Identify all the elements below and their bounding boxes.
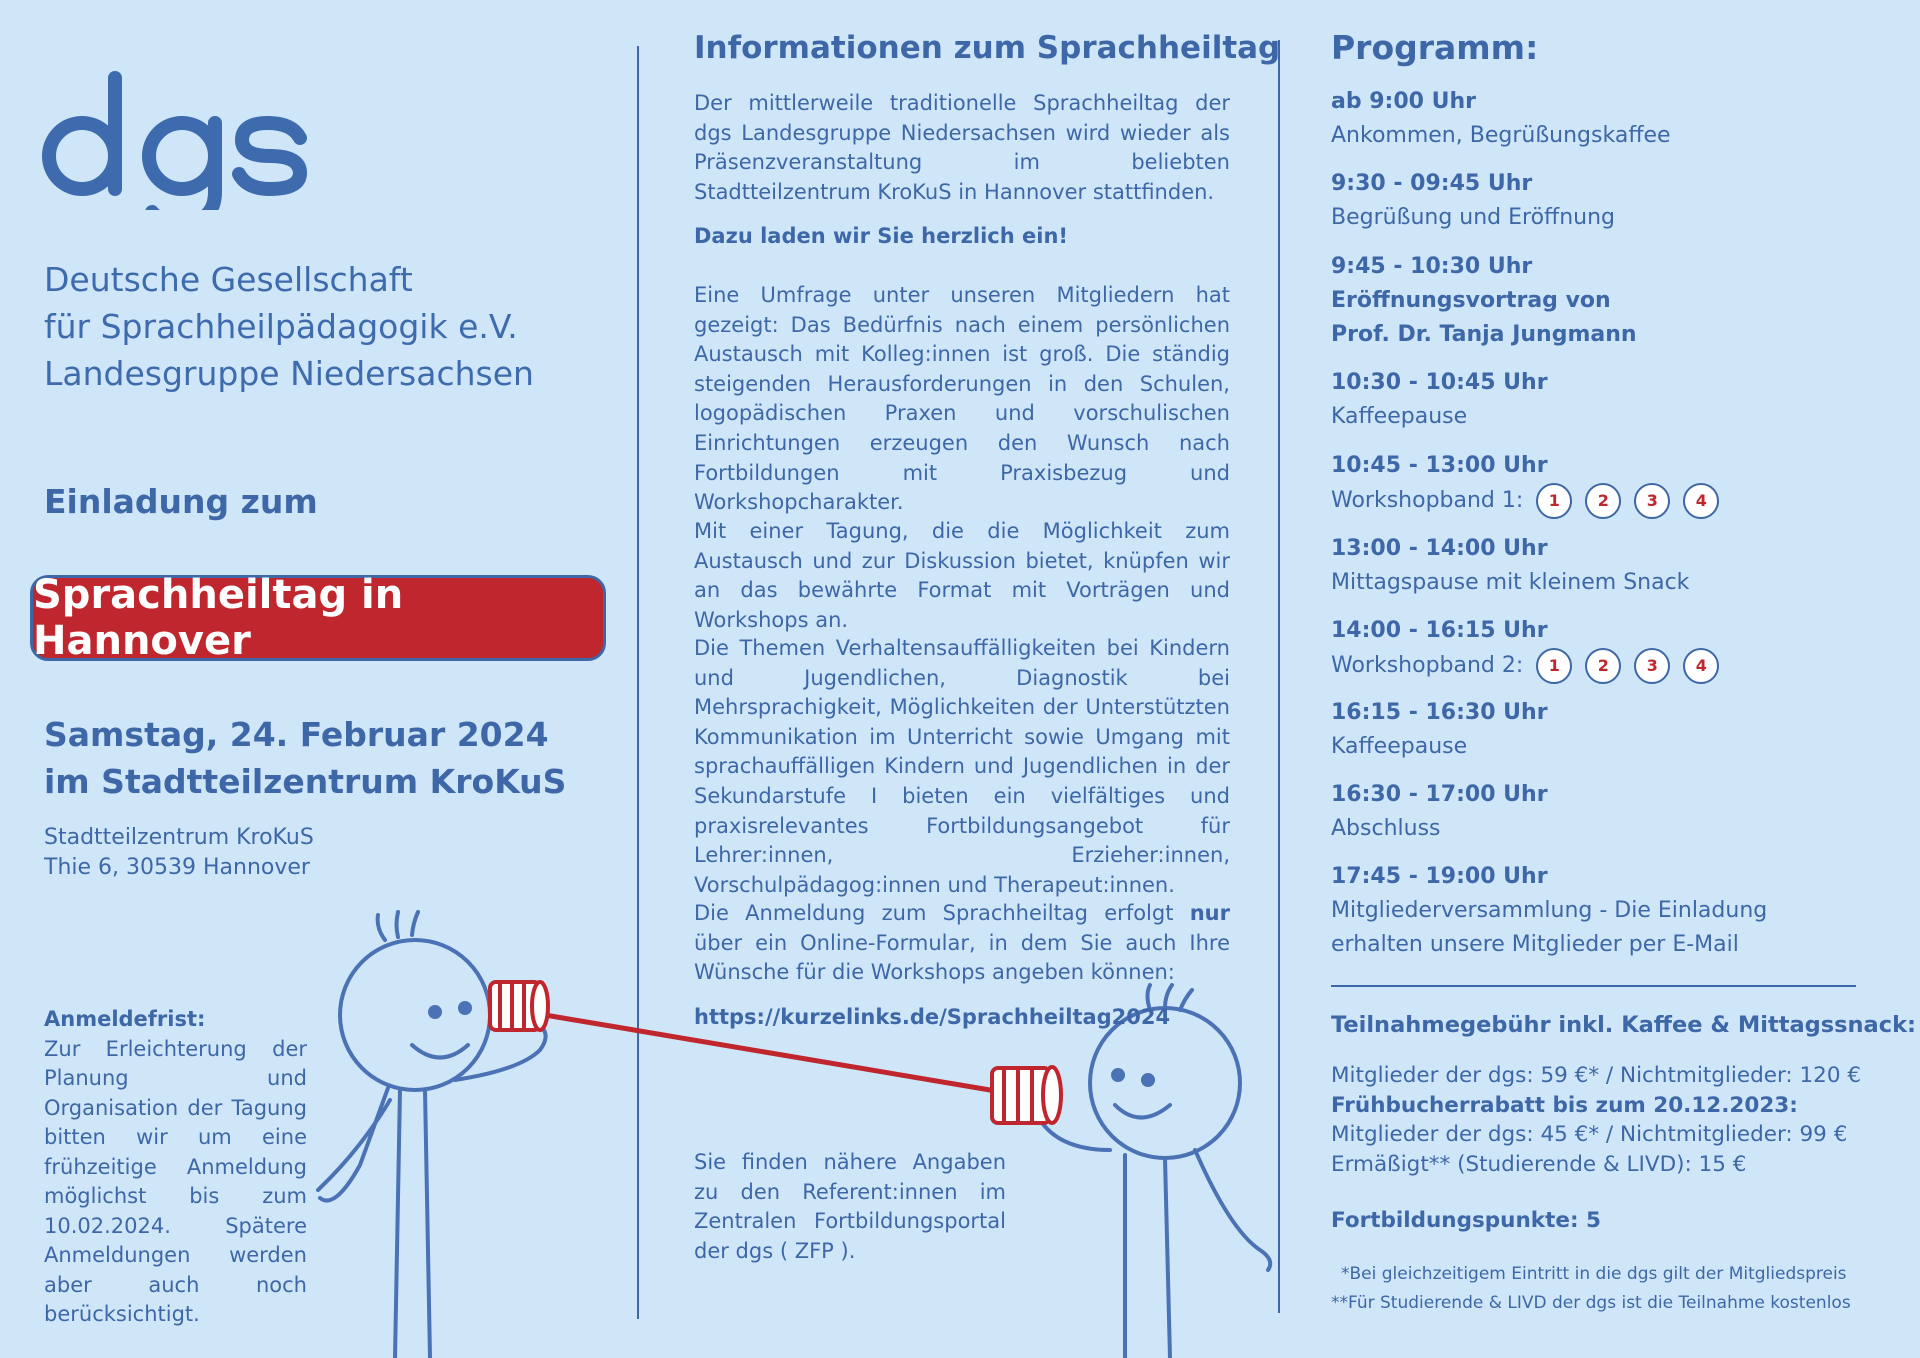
schedule-item bbox=[1331, 167, 1615, 235]
deadline-text: Zur Erleichterung der Planung und Organisation der Tagung bitten wir um eine frühzeitige Anmeldung möglichst bis zum 10.02.2024. Spätere Anmeldungen werden aber auch noch berücksichtigt. bbox=[44, 1036, 307, 1326]
org-name-line-1: Deutsche Gesellschaft bbox=[44, 260, 413, 299]
schedule-item bbox=[1331, 614, 1719, 684]
workshop-3-badge[interactable]: 3 bbox=[1634, 483, 1670, 519]
right-stick-figure bbox=[1037, 985, 1271, 1358]
footnote-2: **Für Studierende & LIVD der dgs ist die Teilnahme kostenlos bbox=[1331, 1293, 1851, 1313]
schedule-time: 16:30 - 17:00 Uhr bbox=[1331, 782, 1548, 807]
registration-link[interactable]: https://kurzelinks.de/Sprachheiltag2024 bbox=[694, 1005, 1171, 1029]
schedule-desc: Eröffnungsvortrag von bbox=[1331, 288, 1611, 313]
info-paragraph-3: Mit einer Tagung, die die Möglichkeit zum Austausch und zur Diskussion bietet, knüpfen wir an das bewährte Format mit Vorträgen und Workshops an. bbox=[694, 519, 1230, 632]
deadline-title: Anmeldefrist: bbox=[44, 1007, 206, 1031]
schedule-time: 9:45 - 10:30 Uhr bbox=[1331, 254, 1533, 279]
schedule-desc: Ankommen, Begrüßungskaffee bbox=[1331, 123, 1671, 148]
schedule-time: 17:45 - 19:00 Uhr bbox=[1331, 864, 1548, 889]
workshop-row-2 bbox=[1331, 648, 1719, 684]
schedule-desc: Workshopband 2: bbox=[1331, 653, 1524, 678]
schedule-item bbox=[1331, 366, 1548, 434]
schedule-time: 16:15 - 16:30 Uhr bbox=[1331, 700, 1548, 725]
schedule-desc: Mittagspause mit kleinem Snack bbox=[1331, 570, 1690, 595]
workshop-3-badge[interactable]: 3 bbox=[1634, 648, 1670, 684]
schedule-item bbox=[1331, 449, 1719, 519]
schedule-desc: Kaffeepause bbox=[1331, 404, 1468, 429]
workshop-2-badge[interactable]: 2 bbox=[1585, 483, 1621, 519]
left-can bbox=[490, 982, 548, 1030]
info-paragraph-registration bbox=[694, 899, 1230, 988]
info-invite-line: Dazu laden wir Sie herzlich ein! bbox=[694, 224, 1068, 248]
registration-text-c: über ein Online-Formular, in dem Sie auch Ihre Wünsche für die Workshops angeben können: bbox=[694, 930, 1230, 985]
schedule-time: 13:00 - 14:00 Uhr bbox=[1331, 536, 1548, 561]
footnote-1: *Bei gleichzeitigem Eintritt in die dgs gilt der Mitgliedspreis bbox=[1341, 1264, 1847, 1284]
schedule-time: 14:00 - 16:15 Uhr bbox=[1331, 618, 1548, 643]
schedule-time: 10:45 - 13:00 Uhr bbox=[1331, 453, 1548, 478]
address-line-2: Thie 6, 30539 Hannover bbox=[44, 855, 310, 880]
address-line-1: Stadtteilzentrum KroKuS bbox=[44, 825, 314, 850]
info-paragraph-4: Die Themen Verhaltensauffälligkeiten bei Kindern und Jugendlichen, Diagnostik bei Mehrsprachigkeit, Möglichkeiten der Unterstützten Kommunikation im Unterricht sowie Umgang mit sprachauffälligen Kindern und Jugendlichen in der Sekundarstufe I bieten ein vielfältiges und praxisrelevantes Fortbildungsangebot für Lehrer:innen, Erzieher:innen, Vorschulpädagog:innen und Therapeut:innen. bbox=[694, 636, 1230, 897]
schedule-desc: Abschluss bbox=[1331, 816, 1441, 841]
schedule-item bbox=[1331, 696, 1548, 764]
training-points: Fortbildungspunkte: 5 bbox=[1331, 1208, 1601, 1233]
registration-text-a: Die Anmeldung zum Sprachheiltag erfolgt bbox=[694, 901, 1190, 925]
org-name-line-2: für Sprachheilpädagogik e.V. bbox=[44, 307, 518, 346]
info-paragraph-2: Eine Umfrage unter unseren Mitgliedern hat gezeigt: Das Bedürfnis nach einem persönlichen Austausch mit Kolleg:innen ist groß. Die ständig steigenden Herausforderungen in den Schulen, logopädischen Praxen und vorschulischen Einrichtungen erzeugen den Wunsch nach Fortbildungen mit Praxisbezug und Workshopcharakter. bbox=[694, 283, 1230, 515]
fee-reduced: Ermäßigt** (Studierende & LIVD): 15 € bbox=[1331, 1151, 1747, 1177]
schedule-item bbox=[1331, 250, 1637, 352]
schedule-time: 9:30 - 09:45 Uhr bbox=[1331, 171, 1533, 196]
schedule-item bbox=[1331, 860, 1767, 962]
fee-early-title: Frühbucherrabatt bis zum 20.12.2023: bbox=[1331, 1092, 1798, 1118]
schedule-desc: Workshopband 1: bbox=[1331, 488, 1524, 513]
footnotes bbox=[1331, 1260, 1851, 1318]
event-venue: im Stadtteilzentrum KroKuS bbox=[44, 762, 567, 801]
schedule-desc: Kaffeepause bbox=[1331, 734, 1468, 759]
info-paragraph-1: Der mittlerweile traditionelle Sprachheiltag der dgs Landesgruppe Niedersachsen wird wieder als Präsenzveranstaltung im beliebten Stadtteilzentrum KroKuS in Hannover stattfinden. bbox=[694, 91, 1230, 204]
schedule-item bbox=[1331, 778, 1548, 846]
info-title: Informationen zum Sprachheiltag bbox=[694, 30, 1281, 66]
event-date: Samstag, 24. Februar 2024 bbox=[44, 715, 549, 754]
fee-early: Mitglieder der dgs: 45 €* / Nichtmitglieder: 99 € bbox=[1331, 1122, 1848, 1148]
org-name-line-3: Landesgruppe Niedersachsen bbox=[44, 354, 534, 393]
workshop-4-badge[interactable]: 4 bbox=[1683, 648, 1719, 684]
fee-block bbox=[1331, 1061, 1861, 1179]
workshop-row-1 bbox=[1331, 483, 1719, 519]
left-stick-figure bbox=[318, 912, 546, 1358]
fee-regular: Mitglieder der dgs: 59 €* / Nichtmitglieder: 120 € bbox=[1331, 1063, 1862, 1088]
schedule-desc: Begrüßung und Eröffnung bbox=[1331, 205, 1616, 230]
schedule-desc: Mitgliederversammlung - Die Einladung bbox=[1331, 898, 1768, 923]
event-title-banner: Sprachheiltag in Hannover bbox=[30, 575, 606, 661]
schedule-item bbox=[1331, 532, 1689, 600]
workshop-4-badge[interactable]: 4 bbox=[1683, 483, 1719, 519]
workshop-1-badge[interactable]: 1 bbox=[1536, 648, 1572, 684]
workshop-2-badge[interactable]: 2 bbox=[1585, 648, 1621, 684]
schedule-time: 10:30 - 10:45 Uhr bbox=[1331, 370, 1548, 395]
workshop-1-badge[interactable]: 1 bbox=[1536, 483, 1572, 519]
schedule-item bbox=[1331, 85, 1671, 153]
referent-info: Sie finden nähere Angaben zu den Referent:innen im Zentralen Fortbildungsportal der dgs ( ZFP ). bbox=[694, 1150, 1006, 1263]
program-title: Programm: bbox=[1331, 28, 1539, 67]
registration-text-emph: nur bbox=[1189, 901, 1230, 925]
right-separator bbox=[1331, 985, 1856, 987]
right-can bbox=[992, 1067, 1061, 1123]
schedule-desc-2: Prof. Dr. Tanja Jungmann bbox=[1331, 322, 1637, 347]
schedule-time: ab 9:00 Uhr bbox=[1331, 89, 1477, 114]
invitation-label: Einladung zum bbox=[44, 482, 318, 521]
schedule-desc-2: erhalten unsere Mitglieder per E-Mail bbox=[1331, 932, 1739, 957]
fee-title: Teilnahmegebühr inkl. Kaffee & Mittagssnack: bbox=[1331, 1012, 1917, 1038]
